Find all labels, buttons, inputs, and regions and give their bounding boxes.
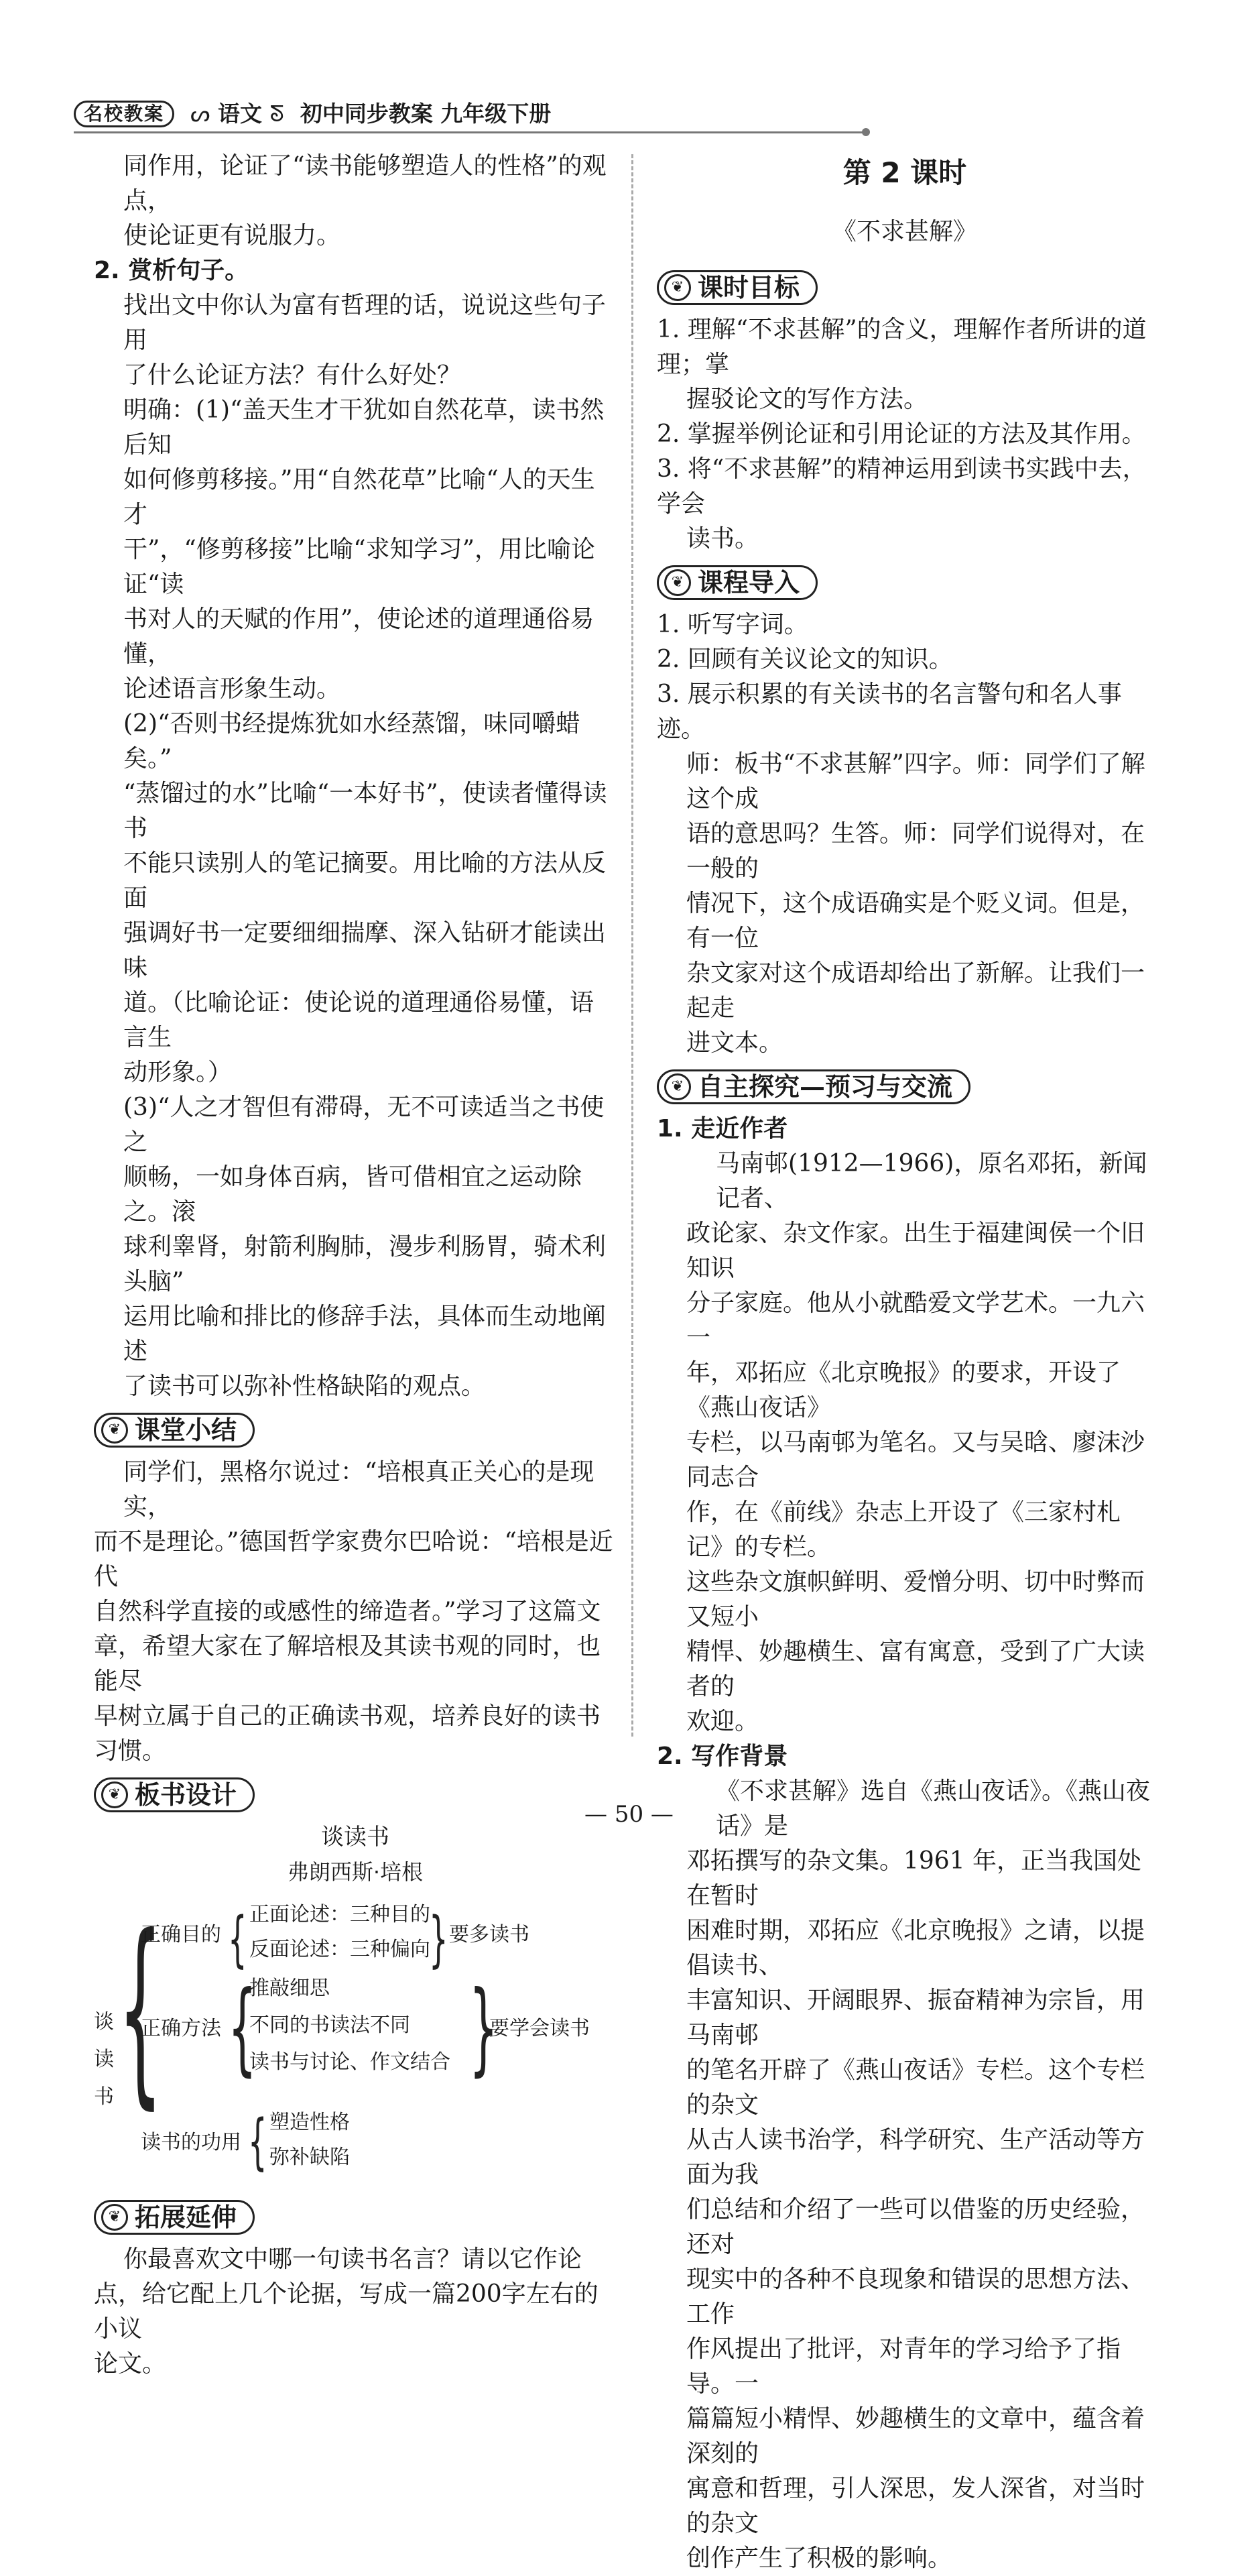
brace: { — [228, 1904, 247, 1975]
book-icon: ❦ — [101, 2204, 128, 2231]
brace: } — [429, 1904, 448, 1975]
text-line: 作，在《前线》杂志上开设了《三家村札记》的专栏。 — [686, 1499, 1121, 1561]
text-line: 从古人读书治学，科学研究、生产活动等方面为我 — [686, 2126, 1145, 2188]
board-node: 读书与讨论、作文结合 — [249, 2050, 450, 2074]
text-line: 邓拓撰写的杂文集。1961 年，正当我国处在暂时 — [686, 1847, 1142, 1910]
subject-label: ᔕ 语文 ᘕ — [190, 101, 284, 127]
section-intro — [657, 563, 1153, 602]
question-title: 2. 赏析句子。 — [94, 257, 249, 284]
section-title: 课堂小结 — [135, 1415, 237, 1445]
book-icon: ❦ — [101, 1781, 128, 1808]
text-line: 干”，“修剪移接”比喻“求知学习”，用比喻论证“读 — [123, 536, 596, 598]
text-line: 马南邨(1912—1966)，原名邓拓，新闻记者、 — [716, 1150, 1147, 1212]
text-line: 3. 展示积累的有关读书的名言警句和名人事迹。 — [657, 681, 1122, 743]
subsection-title: 2. 写作背景 — [657, 1743, 788, 1770]
text-line: 点，给它配上几个论据，写成一篇200字左右的小议 — [94, 2280, 599, 2343]
right-column — [657, 149, 1153, 2576]
text-line: 如何修剪移接。”用“自然花草”比喻“人的天生才 — [123, 466, 595, 528]
text-line: 专栏，以马南邨为笔名。又与吴晗、廖沫沙同志合 — [686, 1429, 1145, 1491]
text-line: 分子家庭。他从小就酷爱文学艺术。一九六一 — [686, 1289, 1145, 1352]
brand-logo: 名校教案 — [74, 101, 174, 127]
text-line: “蒸馏过的水”比喻“一本好书”，使读者懂得读书 — [123, 780, 607, 842]
board-node: 要多读书 — [449, 1923, 529, 1946]
brace: } — [469, 1970, 498, 2087]
text-line: 握驳论文的写作方法。 — [686, 386, 928, 413]
text-line: 不能只读别人的笔记摘要。用比喻的方法从反面 — [123, 850, 607, 912]
text-line: 政论家、杂文作家。出生于福建闽侯一个旧知识 — [686, 1220, 1145, 1282]
text-line: 《不求甚解》选自《燕山夜话》。《燕山夜话》是 — [716, 1777, 1151, 1840]
text-line: 作风提出了批评，对青年的学习给予了指导。一 — [686, 2335, 1121, 2398]
text-line: 章，希望大家在了解培根及其读书观的同时，也能尽 — [94, 1633, 601, 1695]
board-node: 推敲细思 — [249, 1977, 330, 2000]
section-summary — [94, 1411, 617, 1450]
page-number: — 50 — — [584, 1801, 674, 1828]
text-line: 现实中的各种不良现象和错误的思想方法、工作 — [686, 2266, 1145, 2328]
text-line: 进文本。 — [686, 1029, 783, 1057]
brace: { — [228, 1970, 257, 2087]
text-line: 读书。 — [686, 525, 759, 552]
board-node: 不同的书读法不同 — [249, 2013, 410, 2037]
text-title: 《不求甚解》 — [832, 218, 977, 245]
text-line: 明确：(1)“盖天生才干犹如自然花草，读书然后知 — [123, 396, 605, 459]
board-node: 正面论述：三种目的 — [249, 1903, 430, 1926]
book-icon: ❦ — [664, 569, 691, 596]
text-line: 顺畅，一如身体百病，皆可借相宜之运动除之。滚 — [123, 1163, 582, 1226]
text-line: 语的意思吗？生答。师：同学们说得对，在一般的 — [686, 820, 1145, 882]
lesson-title: 第 2 课时 — [842, 156, 967, 189]
text-line: 欢迎。 — [686, 1708, 759, 1735]
text-line: 寓意和哲理，引人深思，发人深省，对当时的杂文 — [686, 2475, 1145, 2537]
text-line: 年，邓拓应《北京晚报》的要求，开设了《燕山夜话》 — [686, 1359, 1121, 1421]
text-line: 的笔名开辟了《燕山夜话》专栏。这个专栏的杂文 — [686, 2056, 1145, 2119]
section-title: 课时目标 — [698, 273, 800, 302]
text-line: 师：板书“不求甚解”四字。师：同学们了解这个成 — [686, 750, 1145, 813]
text-line: 精悍、妙趣横生、富有寓意，受到了广大读者的 — [686, 1638, 1145, 1700]
text-line: 而不是理论。”德国哲学家费尔巴哈说：“培根是近代 — [94, 1528, 613, 1590]
text-line: 杂文家对这个成语却给出了新解。让我们一起走 — [686, 959, 1145, 1022]
text-line: 找出文中你认为富有哲理的话，说说这些句子用 — [123, 292, 607, 354]
board-author: 弗朗西斯·培根 — [287, 1859, 424, 1885]
subsection-title: 1. 走近作者 — [657, 1115, 788, 1143]
section-title: 课程导入 — [698, 568, 800, 597]
text-line: 2. 回顾有关议论文的知识。 — [657, 646, 953, 673]
text-line: 1. 听写字词。 — [657, 611, 808, 638]
board-node: 反面论述：三种偏向 — [249, 1938, 430, 1961]
page-header — [74, 99, 865, 129]
text-line: 论文。 — [94, 2350, 167, 2378]
board-node: 塑造性格 — [269, 2111, 350, 2134]
text-line: 篇篇短小精悍、妙趣横生的文章中，蕴含着深刻的 — [686, 2405, 1145, 2467]
board-node: 正确目的 — [141, 1923, 221, 1946]
text-line: 动形象。） — [123, 1059, 233, 1086]
text-line: 运用比喻和排比的修辞手法，具体而生动地阐述 — [123, 1303, 607, 1365]
text-line: 你最喜欢文中哪一句读书名言？请以它作论 — [123, 2245, 582, 2273]
text-line: 强调好书一定要细细揣摩、深入钻研才能读出味 — [123, 919, 607, 982]
text-line: 道。（比喻论证：使论说的道理通俗易懂，语言生 — [123, 989, 594, 1051]
text-line: 创作产生了积极的影响。 — [686, 2544, 952, 2572]
text-line: (2)“否则书经提炼犹如水经蒸馏，味同嚼蜡矣。” — [123, 710, 580, 772]
book-icon: ❦ — [101, 1417, 128, 1444]
section-extend — [94, 2198, 617, 2237]
board-root: 谈读书 — [94, 2010, 114, 2109]
text-line: 自然科学直接的或感性的缔造者。”学习了这篇文 — [94, 1598, 601, 1625]
text-line: 同学们，黑格尔说过：“培根真正关心的是现实， — [123, 1458, 594, 1521]
book-icon: ❦ — [664, 1073, 691, 1100]
section-title: 自主探究—预习与交流 — [698, 1072, 953, 1102]
text-line: (3)“人之才智但有滞碍，无不可读适当之书使之 — [123, 1094, 605, 1156]
book-icon: ❦ — [664, 274, 691, 301]
text-line: 了什么论证方法？有什么好处？ — [123, 361, 462, 389]
text-line: 这些杂文旗帜鲜明、爱憎分明、切中时弊而又短小 — [686, 1568, 1145, 1631]
text-line: 1. 理解“不求甚解”的含义，理解作者所讲的道理；掌 — [657, 316, 1147, 378]
board-title: 谈读书 — [321, 1824, 389, 1851]
text-line: 同作用，论证了“读书能够塑造人的性格”的观点， — [123, 152, 607, 215]
board-node: 弥补缺陷 — [269, 2146, 350, 2169]
section-title: 板书设计 — [135, 1780, 237, 1810]
book-title: 初中同步教案 九年级下册 — [300, 101, 552, 127]
section-goals — [657, 268, 1153, 307]
text-line: 论述语言形象生动。 — [123, 675, 341, 703]
left-column — [94, 149, 617, 2382]
text-line: 了读书可以弥补性格缺陷的观点。 — [123, 1372, 486, 1400]
board-diagram — [94, 1893, 617, 2191]
text-line: 使论证更有说服力。 — [123, 222, 341, 249]
board-node: 要学会读书 — [489, 2017, 590, 2040]
brace: { — [118, 1893, 163, 2127]
board-node: 读书的功用 — [141, 2131, 241, 2154]
header-rule — [74, 131, 865, 133]
text-line: 困难时期，邓拓应《北京晚报》之请，以提倡读书、 — [686, 1917, 1145, 1979]
text-line: 丰富知识、开阔眼界、振奋精神为宗旨，用马南邨 — [686, 1987, 1145, 2049]
column-divider — [631, 154, 633, 1737]
board-node: 正确方法 — [141, 2017, 221, 2040]
section-explore — [657, 1067, 1153, 1106]
section-title: 拓展延伸 — [135, 2203, 237, 2232]
brace: { — [248, 2107, 267, 2177]
text-line: 2. 掌握举例论证和引用论证的方法及其作用。 — [657, 420, 1146, 448]
text-line: 情况下，这个成语确实是个贬义词。但是，有一位 — [686, 890, 1145, 952]
text-line: 书对人的天赋的作用”，使论述的道理通俗易懂， — [123, 605, 594, 668]
text-line: 习惯。 — [94, 1737, 167, 1765]
text-line: 们总结和介绍了一些可以借鉴的历史经验，还对 — [686, 2196, 1145, 2258]
text-line: 3. 将“不求甚解”的精神运用到读书实践中去，学会 — [657, 455, 1147, 518]
text-line: 球利睾肾，射箭利胸肺，漫步利肠胃，骑术利头脑” — [123, 1233, 607, 1295]
text-line: 早树立属于自己的正确读书观，培养良好的读书 — [94, 1702, 601, 1730]
